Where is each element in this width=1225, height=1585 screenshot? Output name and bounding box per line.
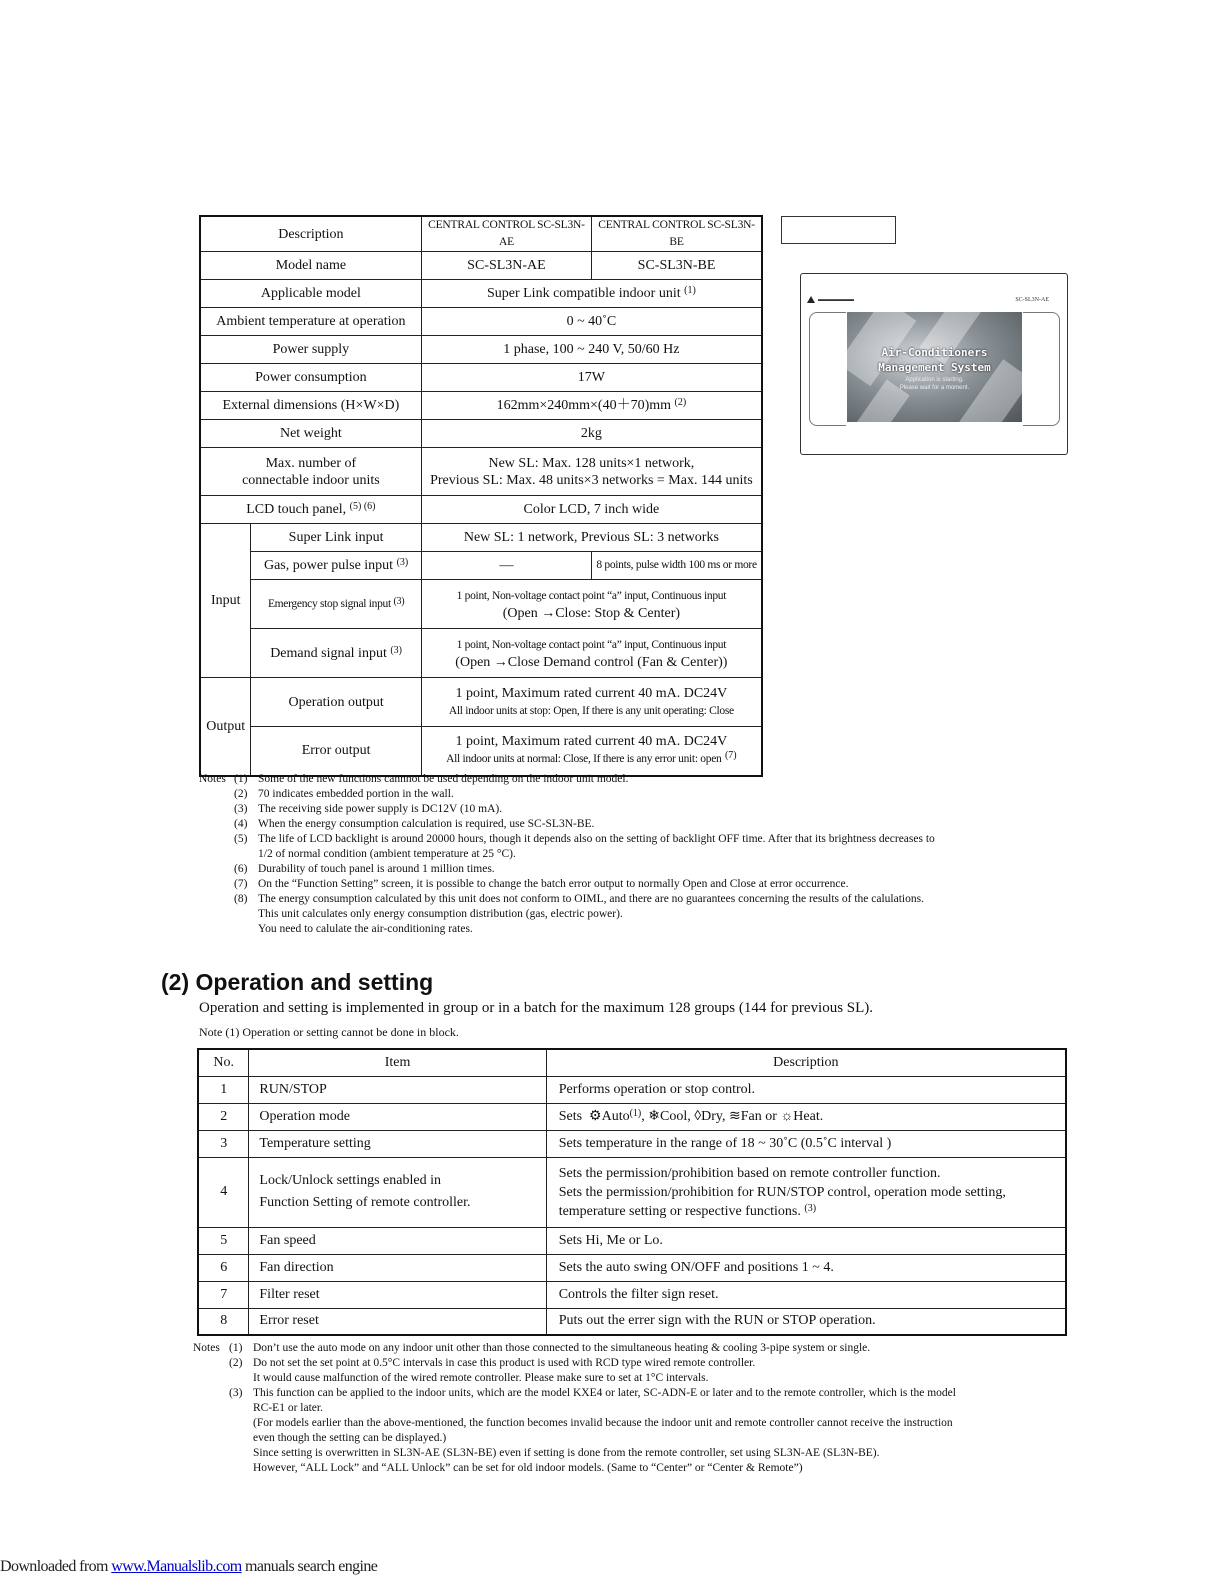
spec-label-super-link: Super Link input	[251, 524, 421, 552]
note-text: The receiving side power supply is DC12V (10 mA).	[258, 803, 503, 815]
spec-label-ambient: Ambient temperature at operation	[200, 308, 421, 336]
note-number: (6)	[234, 863, 248, 875]
spec-ambient-value: 0 ~ 40˚C	[421, 308, 762, 336]
desc-line: Sets the permission/prohibition for RUN/STOP control, operation mode setting,	[558, 1184, 1006, 1200]
row-desc: Sets temperature in the range of 18 ~ 30˚C (0.5˚C interval )	[546, 1130, 1066, 1157]
specification-table	[199, 215, 763, 777]
controller-panel-image	[800, 273, 1068, 455]
desc-line: Sets the permission/prohibition based on remote controller function.	[558, 1165, 941, 1181]
panel-lcd-screen	[847, 312, 1022, 422]
spec-label-error-output: Error output	[251, 727, 421, 776]
row-desc: Controls the filter sign reset.	[546, 1281, 1066, 1308]
notes-label: Notes	[199, 773, 226, 785]
note-item	[199, 802, 1099, 817]
table-row	[198, 1157, 1066, 1227]
row-no: 6	[198, 1254, 249, 1281]
mode-heat: Heat.	[793, 1108, 824, 1124]
screen-status	[847, 376, 1022, 392]
section-note: Note (1) Operation or setting cannot be done in block.	[199, 1025, 459, 1039]
note-item	[193, 1386, 1073, 1401]
note-ref: (7)	[724, 750, 737, 762]
spec-dimensions-value: 162mm×240mm×(40＋70)mm	[496, 398, 672, 413]
note-number: (1)	[229, 1342, 243, 1354]
panel-left-bezel	[809, 312, 846, 426]
screen-status-line: Please wait for a moment.	[899, 385, 970, 391]
spec-lcd-value: Color LCD, 7 inch wide	[421, 496, 762, 524]
note-number: (2)	[234, 788, 248, 800]
spec-label-demand	[251, 629, 421, 678]
section-intro: Operation and setting is implemented in group or in a batch for the maximum 128 groups (144 for previous SL).	[199, 1000, 874, 1016]
dry-mode-icon: ◊	[694, 1108, 702, 1124]
note-number: (7)	[234, 878, 248, 890]
desc-line: temperature setting or respective functions.	[558, 1203, 801, 1219]
row-item: Filter reset	[249, 1281, 546, 1308]
spec-label-net-weight: Net weight	[200, 420, 421, 448]
table-row	[198, 1254, 1066, 1281]
cool-mode-icon: ❄	[648, 1108, 660, 1124]
footer-prefix: Downloaded from	[0, 1558, 112, 1575]
row-item: Fan direction	[249, 1254, 546, 1281]
spec-header-description: Description	[200, 216, 421, 252]
note-number: (3)	[234, 803, 248, 815]
note-item	[199, 892, 1099, 907]
screen-title	[847, 345, 1022, 375]
panel-right-bezel	[1023, 312, 1060, 426]
table-row	[198, 1308, 1066, 1335]
note-text: Durability of touch panel is around 1 million times.	[258, 863, 495, 875]
spec-applicable-model	[421, 280, 762, 308]
image-label-box	[781, 216, 896, 244]
spec-notes	[199, 772, 1099, 937]
note-ref: (3)	[396, 557, 409, 568]
note-number: (1)	[234, 773, 248, 785]
note-ref: (1)	[629, 1107, 642, 1119]
spec-dimensions	[421, 392, 762, 420]
label-line: Max. number of	[265, 455, 357, 471]
spec-error-output-value	[421, 727, 762, 776]
screen-status-line: Application is starting.	[905, 377, 964, 383]
panel-model-label: SC-SL3N-AE	[1015, 297, 1049, 303]
note-item	[199, 772, 1099, 787]
row-desc: Puts out the errer sign with the RUN or STOP operation.	[546, 1308, 1066, 1335]
spec-label-applicable-model: Applicable model	[200, 280, 421, 308]
spec-emergency-value	[421, 580, 762, 629]
note-item	[193, 1356, 1073, 1371]
note-number: (5)	[234, 833, 248, 845]
note-text: Since setting is overwritten in SL3N-AE (SL3N-BE) even if setting is done from the remote controller, set using SL3N-AE (SL3N-BE).	[253, 1447, 880, 1459]
note-text: RC-E1 or later.	[253, 1402, 323, 1414]
note-ref: (5) (6)	[349, 501, 376, 512]
row-item: Fan speed	[249, 1227, 546, 1254]
note-text: The life of LCD backlight is around 20000 hours, though it depends also on the setting of backlight OFF time. After that its brightness decreases to	[258, 833, 935, 845]
footer-suffix: manuals search engine	[241, 1558, 378, 1575]
note-item	[199, 832, 1099, 847]
ops-header-no: No.	[198, 1049, 249, 1076]
note-text: Some of the new functions cannnot be used depending on the indoor unit model.	[258, 773, 629, 785]
table-row	[198, 1130, 1066, 1157]
spec-label-max-units	[200, 448, 421, 496]
heat-mode-icon: ☼	[780, 1108, 794, 1124]
note-number: (4)	[234, 818, 248, 830]
note-item	[199, 787, 1099, 802]
value-line: 1 point, Non-voltage contact point “a” input, Continuous input	[456, 638, 727, 651]
desc-prefix: Sets	[558, 1108, 583, 1124]
spec-label-model-name: Model name	[200, 252, 421, 280]
note-text: 70 indicates embedded portion in the wall.	[258, 788, 454, 800]
label-text: Gas, power pulse input	[263, 558, 394, 573]
note-item	[193, 1341, 1073, 1356]
note-item	[193, 1401, 1073, 1416]
table-row	[198, 1103, 1066, 1130]
spec-super-link-value: New SL: 1 network, Previous SL: 3 networks	[421, 524, 762, 552]
screen-title-line: Management System	[878, 361, 991, 374]
row-desc: Performs operation or stop control.	[546, 1076, 1066, 1103]
value-line: (Open →Close: Stop & Center)	[502, 605, 681, 621]
spec-model-be: SC-SL3N-BE	[592, 252, 762, 280]
note-text: When the energy consumption calculation is required, use SC-SL3N-BE.	[258, 818, 595, 830]
spec-max-units-value	[421, 448, 762, 496]
mode-fan: Fan or	[740, 1108, 777, 1124]
value-line: 1 point, Maximum rated current 40 mA. DC24V	[455, 734, 728, 750]
note-text: However, “ALL Lock” and “ALL Unlock” can be set for old indoor models. (Same to “Center” or “Center & Remote”)	[253, 1462, 803, 1474]
mode-cool: Cool,	[660, 1108, 691, 1124]
note-text: The energy consumption calculated by this unit does not conform to OIML, and there are no guarantees concerning the results of the calulations.	[258, 893, 924, 905]
row-desc: Sets Hi, Me or Lo.	[546, 1227, 1066, 1254]
spec-header-ae: CENTRAL CONTROL SC-SL3N-AE	[421, 216, 591, 252]
value-line: All indoor units at normal: Close, If there is any error unit: open	[446, 753, 722, 766]
note-item	[199, 922, 1099, 937]
row-no: 3	[198, 1130, 249, 1157]
fan-mode-icon: ≋	[729, 1108, 741, 1124]
note-item	[193, 1461, 1073, 1476]
spec-operation-output-value	[421, 678, 762, 727]
spec-power-supply-value: 1 phase, 100 ~ 240 V, 50/60 Hz	[421, 336, 762, 364]
note-text: 1/2 of normal condition (ambient temperature at 25 °C).	[258, 848, 516, 860]
spec-net-weight-value: 2kg	[421, 420, 762, 448]
spec-gas-pulse-ae: —	[421, 552, 591, 580]
ops-header-description: Description	[546, 1049, 1066, 1076]
value-line: (Open →Close Demand control (Fan & Center))	[455, 654, 728, 670]
note-text: This function can be applied to the indoor units, which are the model KXE4 or later, SC-ADN-E or later and to the remote controller, which is the model	[253, 1387, 956, 1399]
operation-notes	[193, 1341, 1073, 1476]
note-number: (3)	[229, 1387, 243, 1399]
table-row	[198, 1076, 1066, 1103]
operation-table	[197, 1048, 1067, 1336]
value-line: All indoor units at stop: Open, If there is any unit operating: Close	[448, 704, 734, 717]
note-item	[199, 907, 1099, 922]
note-text: This unit calculates only energy consumption distribution (gas, electric power).	[258, 908, 623, 920]
spec-label-dimensions: External dimensions (H×W×D)	[200, 392, 421, 420]
spec-applicable-model-value: Super Link compatible indoor unit	[486, 286, 681, 301]
note-text: You need to calulate the air-conditioning rates.	[258, 923, 473, 935]
spec-demand-value	[421, 629, 762, 678]
note-ref: (3)	[390, 644, 403, 656]
spec-label-power-consumption: Power consumption	[200, 364, 421, 392]
note-ref: (3)	[804, 1202, 817, 1214]
label-text: Demand signal input	[270, 645, 387, 661]
row-no: 2	[198, 1103, 249, 1130]
row-desc	[546, 1157, 1066, 1227]
value-line: New SL: Max. 128 units×1 network,	[488, 455, 695, 471]
row-item: RUN/STOP	[249, 1076, 546, 1103]
manualslib-link[interactable]: www.Manualslib.com	[111, 1558, 242, 1575]
note-ref: (3)	[393, 595, 405, 607]
spec-input-group: Input	[200, 524, 251, 678]
row-no: 4	[198, 1157, 249, 1227]
value-line: Previous SL: Max. 48 units×3 networks = Max. 144 units	[430, 472, 753, 488]
row-desc-operation-mode: Sets ⚙Auto$^{(1)}$, ❄Cool, ◊Dry, ≋Fan or ☼Heat.	[546, 1103, 1066, 1130]
screen-title-line: Air-Conditioners	[881, 346, 988, 359]
spec-label-gas-pulse	[251, 552, 421, 580]
spec-power-consumption-value: 17W	[421, 364, 762, 392]
row-no: 1	[198, 1076, 249, 1103]
note-item	[193, 1371, 1073, 1386]
row-no: 5	[198, 1227, 249, 1254]
notes-label: Notes	[193, 1342, 220, 1354]
mode-dry: Dry,	[701, 1108, 726, 1124]
note-item	[199, 847, 1099, 862]
note-item	[199, 877, 1099, 892]
auto-mode-icon: ⚙	[589, 1108, 602, 1124]
table-row	[198, 1281, 1066, 1308]
item-line: Function Setting of remote controller.	[259, 1195, 471, 1210]
note-ref: (1)	[684, 285, 696, 296]
note-item	[193, 1431, 1073, 1446]
row-item	[249, 1157, 546, 1227]
label-text: Emergency stop signal input	[267, 597, 391, 610]
spec-model-ae: SC-SL3N-AE	[421, 252, 591, 280]
note-item	[193, 1416, 1073, 1431]
section-heading: (2) Operation and setting	[161, 969, 434, 995]
spec-header-be: CENTRAL CONTROL SC-SL3N-BE	[592, 216, 762, 252]
row-item: Operation mode	[249, 1103, 546, 1130]
note-ref: (2)	[674, 397, 687, 408]
row-desc: Sets the auto swing ON/OFF and positions 1 ~ 4.	[546, 1254, 1066, 1281]
note-text: Do not set the set point at 0.5°C intervals in case this product is used with RCD type wired remote controller.	[253, 1357, 756, 1369]
value-line: 1 point, Maximum rated current 40 mA. DC24V	[455, 685, 728, 701]
note-text: (For models earlier than the above-mentioned, the function becomes invalid because the indoor unit and remote controller cannot receive the instruction	[253, 1417, 953, 1429]
note-text: Don’t use the auto mode on any indoor unit other than those connected to the simultaneous heating & cooling 3-pipe system or single.	[253, 1342, 871, 1354]
note-number: (2)	[229, 1357, 243, 1369]
note-item	[193, 1446, 1073, 1461]
note-text: On the “Function Setting” screen, it is possible to change the batch error output to normally Open and Close at error occurrence.	[258, 878, 849, 890]
manufacturer-logo: ▬▬▬▬▬▬	[807, 296, 854, 303]
note-text: even though the setting can be displayed.)	[253, 1432, 447, 1444]
download-footer	[0, 1558, 377, 1576]
label-line: connectable indoor units	[242, 472, 380, 488]
spec-label-power-supply: Power supply	[200, 336, 421, 364]
ops-header-item: Item	[249, 1049, 546, 1076]
spec-output-group: Output	[200, 678, 251, 776]
spec-label-emergency	[251, 580, 421, 629]
note-item	[199, 817, 1099, 832]
value-line: 1 point, Non-voltage contact point “a” input, Continuous input	[456, 589, 727, 602]
note-text: It would cause malfunction of the wired remote controller. Please make sure to set at 1°C intervals.	[253, 1372, 709, 1384]
note-number: (8)	[234, 893, 248, 905]
spec-label-operation-output: Operation output	[251, 678, 421, 727]
spec-gas-pulse-be: 8 points, pulse width 100 ms or more	[592, 552, 762, 580]
label-text: LCD touch panel,	[246, 502, 347, 517]
row-no: 7	[198, 1281, 249, 1308]
row-no: 8	[198, 1308, 249, 1335]
row-item: Error reset	[249, 1308, 546, 1335]
note-item	[199, 862, 1099, 877]
spec-label-lcd	[200, 496, 421, 524]
item-line: Lock/Unlock settings enabled in	[259, 1173, 441, 1188]
row-item: Temperature setting	[249, 1130, 546, 1157]
mode-auto: Auto	[601, 1108, 630, 1124]
table-row	[198, 1227, 1066, 1254]
